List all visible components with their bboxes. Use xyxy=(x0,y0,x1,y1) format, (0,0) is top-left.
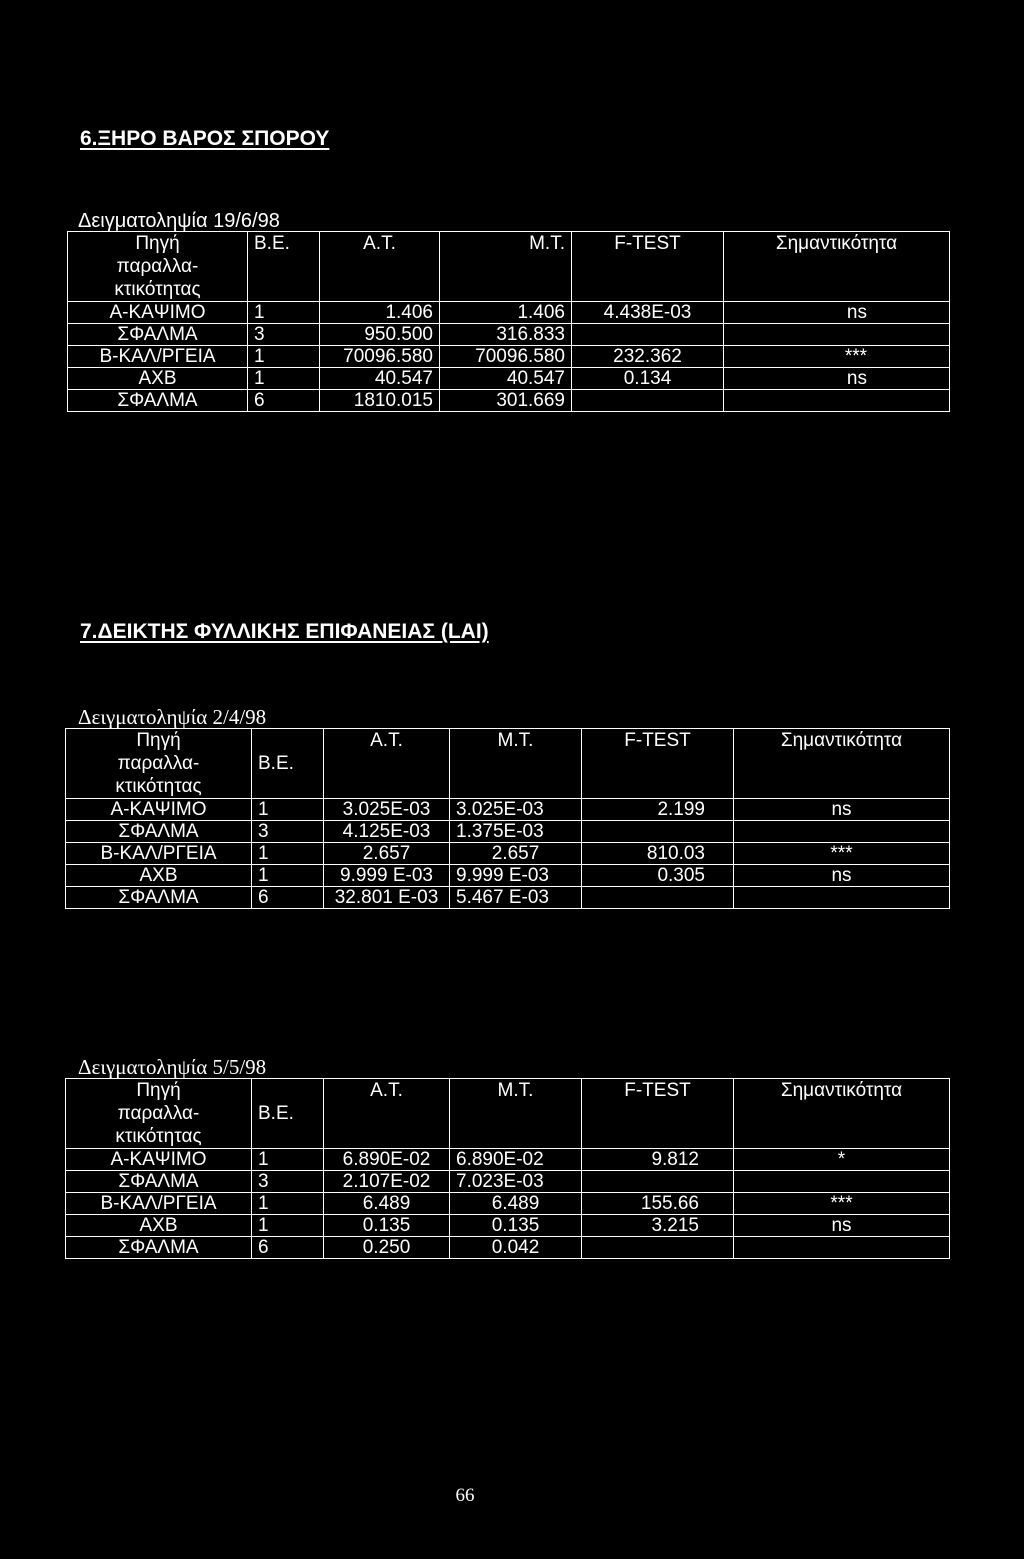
cell-significance: ns xyxy=(734,1215,950,1237)
table-row xyxy=(66,799,950,821)
anova-table-seed-weight xyxy=(67,231,950,412)
cell-ss: 1810.015 xyxy=(320,390,440,412)
cell-df: 1 xyxy=(252,843,324,865)
cell-df: 1 xyxy=(252,1215,324,1237)
cell-source: Β-ΚΑΛ/ΡΓΕΙΑ xyxy=(66,1193,252,1215)
header-source-line-2: παραλλα- xyxy=(117,753,200,774)
header-significance: Σημαντικότητα xyxy=(734,1079,950,1149)
cell-ms: 3.025E-03 xyxy=(450,799,582,821)
cell-significance: ns xyxy=(724,302,950,324)
table-row xyxy=(68,368,950,390)
header-source xyxy=(66,729,252,799)
header-ms: Μ.Τ. xyxy=(450,729,582,799)
cell-ss: 3.025E-03 xyxy=(324,799,450,821)
header-df: Β.Ε. xyxy=(252,729,324,799)
cell-ss: 1.406 xyxy=(320,302,440,324)
cell-f-test: 2.199 xyxy=(582,799,734,821)
cell-source: ΣΦΑΛΜΑ xyxy=(66,1171,252,1193)
cell-ss: 0.250 xyxy=(324,1237,450,1259)
header-source-line-1: Πηγή xyxy=(136,730,181,751)
cell-ms: 6.489 xyxy=(450,1193,582,1215)
cell-ms: 6.890E-02 xyxy=(450,1149,582,1171)
table-row xyxy=(66,843,950,865)
header-ms: Μ.Τ. xyxy=(450,1079,582,1149)
cell-df: 1 xyxy=(252,799,324,821)
cell-ss: 32.801 E-03 xyxy=(324,887,450,909)
cell-f-test: 3.215 xyxy=(582,1215,734,1237)
cell-df: 1 xyxy=(252,1193,324,1215)
sample-label-2-4-98: Δειγματοληψία 2/4/98 xyxy=(78,705,267,729)
header-ms: Μ.Τ. xyxy=(440,232,572,302)
header-source xyxy=(68,232,248,302)
cell-ss: 2.107E-02 xyxy=(324,1171,450,1193)
cell-df: 1 xyxy=(248,368,320,390)
table-row xyxy=(66,1149,950,1171)
cell-source: Α-ΚΑΨΙΜΟ xyxy=(68,302,248,324)
cell-ms: 9.999 E-03 xyxy=(450,865,582,887)
cell-significance xyxy=(724,390,950,412)
sample-label-5-5-98: Δειγματοληψία 5/5/98 xyxy=(78,1055,267,1079)
cell-df: 6 xyxy=(252,1237,324,1259)
cell-source: Β-ΚΑΛ/ΡΓΕΙΑ xyxy=(68,346,248,368)
cell-ms: 7.023E-03 xyxy=(450,1171,582,1193)
cell-significance xyxy=(724,324,950,346)
cell-df: 6 xyxy=(252,887,324,909)
cell-ms: 1.375E-03 xyxy=(450,821,582,843)
cell-significance: ns xyxy=(734,865,950,887)
cell-ms: 5.467 E-03 xyxy=(450,887,582,909)
header-source xyxy=(66,1079,252,1149)
cell-f-test: 810.03 xyxy=(582,843,734,865)
header-f-test: F-TEST xyxy=(582,1079,734,1149)
cell-ss: 70096.580 xyxy=(320,346,440,368)
cell-df: 3 xyxy=(248,324,320,346)
cell-ms: 2.657 xyxy=(450,843,582,865)
cell-significance xyxy=(734,1171,950,1193)
table-header-row xyxy=(68,232,950,302)
page-number: 66 xyxy=(455,1485,475,1506)
header-source-line-3: κτικότητας xyxy=(114,279,201,300)
header-df: Β.Ε. xyxy=(252,1079,324,1149)
table-header-row xyxy=(66,1079,950,1149)
header-source-line-1: Πηγή xyxy=(135,233,180,254)
cell-df: 3 xyxy=(252,821,324,843)
table-row xyxy=(66,1193,950,1215)
cell-significance: * xyxy=(734,1149,950,1171)
cell-source: ΣΦΑΛΜΑ xyxy=(66,887,252,909)
anova-table-lai-5-5-98 xyxy=(65,1078,950,1259)
cell-ss: 9.999 E-03 xyxy=(324,865,450,887)
cell-source: ΣΦΑΛΜΑ xyxy=(68,324,248,346)
cell-ms: 40.547 xyxy=(440,368,572,390)
cell-f-test: 4.438E-03 xyxy=(572,302,724,324)
header-source-line-2: παραλλα- xyxy=(117,1103,200,1124)
table-header-row xyxy=(66,729,950,799)
table-row xyxy=(68,390,950,412)
header-ss: Α.Τ. xyxy=(324,729,450,799)
cell-significance xyxy=(734,887,950,909)
cell-f-test xyxy=(572,390,724,412)
section-7-heading: 7.ΔΕΙΚΤΗΣ ΦΥΛΛΙΚΗΣ ΕΠΙΦΑΝΕΙΑΣ (LAI) xyxy=(80,620,489,643)
header-df: Β.Ε. xyxy=(248,232,320,302)
cell-f-test xyxy=(582,1237,734,1259)
cell-ms: 0.042 xyxy=(450,1237,582,1259)
table-row xyxy=(66,1215,950,1237)
header-significance: Σημαντικότητα xyxy=(734,729,950,799)
cell-source: ΑΧΒ xyxy=(66,1215,252,1237)
cell-df: 1 xyxy=(252,865,324,887)
header-source-line-2: παραλλα- xyxy=(116,256,199,277)
cell-ss: 6.890E-02 xyxy=(324,1149,450,1171)
cell-ss: 2.657 xyxy=(324,843,450,865)
cell-ms: 1.406 xyxy=(440,302,572,324)
table-row xyxy=(66,887,950,909)
header-source-line-3: κτικότητας xyxy=(115,776,202,797)
table-row xyxy=(68,302,950,324)
table-row xyxy=(66,821,950,843)
cell-f-test xyxy=(582,821,734,843)
cell-ss: 6.489 xyxy=(324,1193,450,1215)
cell-df: 6 xyxy=(248,390,320,412)
cell-ss: 4.125E-03 xyxy=(324,821,450,843)
cell-significance: *** xyxy=(724,346,950,368)
cell-f-test xyxy=(572,324,724,346)
cell-ss: 950.500 xyxy=(320,324,440,346)
cell-df: 3 xyxy=(252,1171,324,1193)
cell-df: 1 xyxy=(248,346,320,368)
table-row xyxy=(66,865,950,887)
sample-label-19-6-98: Δειγματοληψία 19/6/98 xyxy=(78,210,280,232)
table-row xyxy=(66,1171,950,1193)
cell-source: Α-ΚΑΨΙΜΟ xyxy=(66,1149,252,1171)
cell-source: ΣΦΑΛΜΑ xyxy=(66,821,252,843)
cell-source: ΑΧΒ xyxy=(66,865,252,887)
cell-df: 1 xyxy=(252,1149,324,1171)
anova-table-lai-2-4-98 xyxy=(65,728,950,909)
cell-ms: 0.135 xyxy=(450,1215,582,1237)
table-row xyxy=(66,1237,950,1259)
header-f-test: F-TEST xyxy=(572,232,724,302)
cell-significance: *** xyxy=(734,843,950,865)
cell-ms: 301.669 xyxy=(440,390,572,412)
cell-f-test: 0.134 xyxy=(572,368,724,390)
cell-source: ΑΧΒ xyxy=(68,368,248,390)
cell-source: Β-ΚΑΛ/ΡΓΕΙΑ xyxy=(66,843,252,865)
cell-source: Α-ΚΑΨΙΜΟ xyxy=(66,799,252,821)
header-f-test: F-TEST xyxy=(582,729,734,799)
header-ss: Α.Τ. xyxy=(320,232,440,302)
cell-significance xyxy=(734,821,950,843)
cell-f-test xyxy=(582,1171,734,1193)
cell-ss: 0.135 xyxy=(324,1215,450,1237)
cell-f-test: 9.812 xyxy=(582,1149,734,1171)
cell-significance: *** xyxy=(734,1193,950,1215)
cell-source: ΣΦΑΛΜΑ xyxy=(66,1237,252,1259)
cell-df: 1 xyxy=(248,302,320,324)
cell-significance: ns xyxy=(724,368,950,390)
section-6-heading: 6.ΞΗΡΟ ΒΑΡΟΣ ΣΠΟΡΟΥ xyxy=(80,127,330,150)
cell-significance xyxy=(734,1237,950,1259)
table-row xyxy=(68,346,950,368)
cell-ss: 40.547 xyxy=(320,368,440,390)
header-source-line-3: κτικότητας xyxy=(115,1126,202,1147)
table-row xyxy=(68,324,950,346)
cell-f-test xyxy=(582,887,734,909)
header-significance: Σημαντικότητα xyxy=(724,232,950,302)
cell-source: ΣΦΑΛΜΑ xyxy=(68,390,248,412)
cell-f-test: 155.66 xyxy=(582,1193,734,1215)
cell-ms: 316.833 xyxy=(440,324,572,346)
header-source-line-1: Πηγή xyxy=(136,1080,181,1101)
cell-ms: 70096.580 xyxy=(440,346,572,368)
header-ss: Α.Τ. xyxy=(324,1079,450,1149)
cell-f-test: 232.362 xyxy=(572,346,724,368)
cell-significance: ns xyxy=(734,799,950,821)
cell-f-test: 0.305 xyxy=(582,865,734,887)
